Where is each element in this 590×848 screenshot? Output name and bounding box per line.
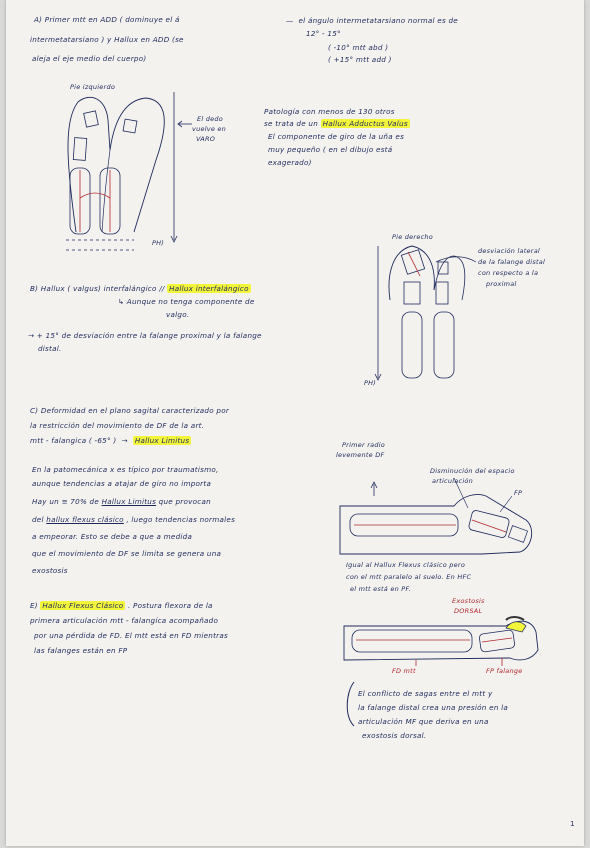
section-c-line8: a empeorar. Esto se debe a que a medida [32, 532, 193, 541]
angle-line4: ( +15° mtt add ) [328, 55, 392, 64]
section-e-line2: primera articulación mtt - falangíca acompañado [30, 616, 219, 625]
section-a-line3: aleja el eje medio del cuerpo) [32, 54, 147, 63]
angle-line2: 12° - 15° [306, 29, 341, 38]
patologia-line1: Patología con menos de 130 otros [264, 107, 395, 116]
section-b-line4: → + 15° de desviación entre la falange proximal y la falange [28, 331, 262, 340]
conflict-bracket [6, 0, 584, 846]
fig3-caption2: con el mtt paralelo al suelo. En HFC [346, 573, 472, 581]
fig4-title1: Exostosis [452, 597, 485, 605]
fig4-title2: DORSAL [454, 607, 483, 615]
fig1-label2: vuelve en [192, 125, 227, 133]
section-e-line1: E) Hallux Flexus Clásico . Postura flexora de la [30, 601, 213, 610]
hallux-adductus-highlight: Hallux Adductus Valus [322, 119, 408, 128]
section-b-line1: B) Hallux ( valgus) interfalángico // Hallux interfalángico [30, 284, 249, 293]
patologia-line5: exagerado) [268, 158, 312, 167]
fig1-title: Pie izquierdo [70, 83, 116, 91]
fig1-label3: VARO [196, 135, 216, 143]
fig3-title2: levemente DF [336, 451, 385, 459]
section-b-line3: valgo. [166, 310, 190, 319]
fig3-note1: Disminución del espacio [430, 467, 515, 475]
fig2-note4: proximal [486, 280, 517, 288]
section-a-line2: intermetatarsiano ) y Hallux en ADD (se [30, 35, 184, 44]
fig3-note2: articulación [432, 477, 473, 485]
section-e-line4: las falanges están en FP [34, 646, 128, 655]
section-c-line5: aunque tendencias a atajar de giro no importa [32, 479, 212, 488]
conflict-line2: la falange distal crea una presión en la [358, 703, 509, 712]
fig4-label-fd: FD mtt [392, 667, 416, 675]
hallux-flexus-highlight: Hallux Flexus Clásico [42, 601, 124, 610]
fig3-label-fp: FP [514, 489, 523, 497]
notebook-page [6, 0, 584, 846]
angle-line1: — el ángulo intermetatarsiano normal es de [286, 16, 458, 25]
fig2-note3: con respecto a la [478, 269, 539, 277]
conflict-line4: exostosis dorsal. [362, 731, 427, 740]
fig2-axis: PH) [364, 379, 377, 387]
section-c-line2: la restricción del movimiento de DF de la art. [30, 421, 205, 430]
section-c-line6: Hay un ≅ 70% de Hallux Limitus que provocan [32, 497, 211, 506]
section-c-line10: exostosis [32, 566, 68, 575]
section-c-line3: mtt - falangica ( -65° ) → Hallux Limitus [30, 436, 190, 445]
section-e-line3: por una pérdida de FD. El mtt está en FD mientras [34, 631, 229, 640]
conflict-line3: articulación MF que deriva en una [358, 717, 489, 726]
page-number: 1 [570, 819, 575, 828]
angle-line3: ( -10° mtt abd ) [328, 43, 389, 52]
fig2-title: Pie derecho [392, 233, 434, 241]
section-c-line7: del hallux flexus clásico , luego tendencias normales [32, 515, 236, 524]
conflict-line1: El conflicto de sagas entre el mtt y [358, 689, 493, 698]
fig3-title1: Primer radio [342, 441, 386, 449]
fig4-label-fp: FP falange [486, 667, 523, 675]
hallux-interfalangico-highlight: Hallux interfalángico [169, 284, 249, 293]
patologia-line3: El componente de giro de la uña es [268, 132, 405, 141]
fig3-caption3: el mtt está en PF. [350, 585, 411, 593]
fig2-note1: desviación lateral [478, 247, 540, 255]
section-c-line1: C) Deformidad en el plano sagital caracterizado por [30, 406, 230, 415]
section-b-line2: ↳ Aunque no tenga componente de [118, 297, 255, 306]
fig1-axis: PH) [152, 239, 165, 247]
section-c-line4: En la patomecánica x es típico por traumatismo, [32, 465, 219, 474]
section-a-line1: A) Primer mtt en ADD ( dominuye el á [34, 15, 180, 24]
patologia-line4: muy pequeño ( en el dibujo está [268, 145, 393, 154]
section-b-line5: distal. [38, 344, 62, 353]
fig3-caption1: Igual al Hallux Flexus clásico pero [346, 561, 466, 569]
section-c-line9: que el movimiento de DF se limita se genera una [32, 549, 222, 558]
hallux-limitus-highlight: Hallux Limitus [134, 436, 190, 445]
fig1-label1: El dedo [197, 115, 223, 123]
fig2-note2: de la falange distal [478, 258, 546, 266]
patologia-line2: se trata de un Hallux Adductus Valus [264, 119, 408, 128]
